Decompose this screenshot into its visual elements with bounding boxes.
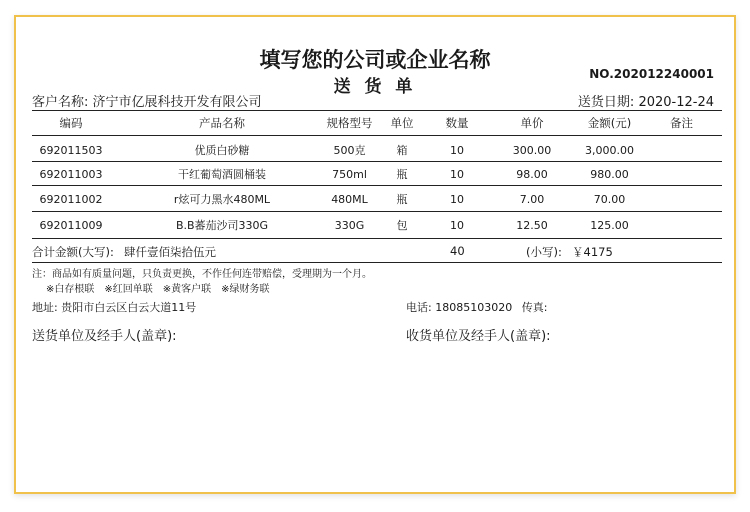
- total-label: 合计金额(大写):: [32, 245, 114, 259]
- header-code: 编码: [59, 116, 83, 130]
- header-price: 单价: [520, 116, 544, 130]
- note-text: 注：商品如有质量问题，只负责更换，不作任何连带赔偿，受理期为一个月。: [32, 269, 372, 280]
- fax-label: 传真:: [521, 301, 548, 314]
- document-subtitle: 送 货 单: [333, 77, 417, 97]
- header-unit: 单位: [390, 116, 414, 130]
- customer-label: 客户名称:: [32, 95, 89, 110]
- cell-unit: 瓶: [396, 168, 408, 181]
- cell-remark: [649, 164, 714, 186]
- table-row: [32, 215, 722, 237]
- divider: [32, 161, 722, 162]
- divider: [32, 262, 722, 263]
- cell-remark: [649, 215, 714, 237]
- cell-product: 干红葡萄酒圆桶装: [178, 168, 266, 181]
- header-amount: 金额(元): [587, 116, 632, 130]
- cell-code: 692011503: [39, 144, 103, 157]
- address-label: 地址:: [32, 301, 58, 314]
- cell-amount: 125.00: [590, 219, 629, 232]
- table-row: [32, 140, 722, 162]
- customer-name: 济宁市亿展科技开发有限公司: [92, 95, 262, 110]
- delivery-date-line: [578, 91, 714, 110]
- header-quantity: 数量: [445, 116, 469, 130]
- cell-code: 692011002: [39, 193, 103, 206]
- cell-price: 300.00: [512, 144, 552, 157]
- header-remark: 备注: [670, 116, 693, 130]
- cell-spec: 500克: [333, 144, 366, 157]
- cell-spec: 330G: [334, 219, 365, 232]
- divider: [32, 185, 722, 186]
- date-value: 2020-12-24: [638, 95, 714, 110]
- table-row: [32, 189, 722, 211]
- phone-label: 电话:: [406, 301, 432, 314]
- cell-product: 优质白砂糖: [194, 144, 250, 157]
- address-value: 贵阳市白云区白云大道11号: [61, 301, 197, 314]
- customer-line: [32, 91, 262, 110]
- sender-signature-label: 送货单位及经手人(盖章):: [32, 329, 177, 344]
- company-title: 填写您的公司或企业名称: [259, 48, 491, 72]
- cell-code: 692011003: [39, 168, 103, 181]
- cell-spec: 480ML: [331, 193, 368, 206]
- date-label: 送货日期:: [577, 95, 635, 110]
- cell-price: 7.00: [519, 193, 545, 206]
- total-row: [32, 244, 722, 262]
- cell-code: 692011009: [39, 219, 103, 232]
- cell-quantity: 10: [450, 144, 464, 157]
- cell-spec: 750ml: [332, 168, 367, 181]
- total-amount: ￥4175: [572, 245, 613, 259]
- cell-unit: 瓶: [396, 193, 408, 206]
- total-quantity: 40: [450, 244, 465, 258]
- phone-value: 18085103020: [435, 301, 513, 314]
- cell-product: r炫可力黑水480ML: [173, 193, 271, 206]
- cell-product: B.B蕃茄沙司330G: [175, 219, 269, 232]
- table-row: [32, 164, 722, 186]
- copy-legend: ※白存根联 ※红回单联 ※黄客户联 ※绿财务联: [46, 284, 270, 295]
- cell-quantity: 10: [450, 219, 464, 232]
- address-line: [32, 299, 196, 315]
- cell-remark: [649, 140, 714, 162]
- divider: [32, 211, 722, 212]
- header-spec: 规格型号: [326, 116, 373, 130]
- cell-price: 12.50: [516, 219, 548, 232]
- divider: [32, 238, 722, 239]
- cell-quantity: 10: [450, 193, 464, 206]
- divider: [32, 135, 722, 136]
- cell-unit: 包: [396, 219, 408, 232]
- cell-price: 98.00: [516, 168, 548, 181]
- cell-unit: 箱: [396, 144, 408, 157]
- divider: [32, 110, 722, 111]
- table-header: [32, 112, 722, 134]
- cell-quantity: 10: [450, 168, 464, 181]
- header-product: 产品名称: [199, 116, 245, 130]
- cell-amount: 70.00: [593, 193, 626, 206]
- cell-remark: [649, 189, 714, 211]
- document-number: NO.202012240001: [589, 67, 714, 81]
- total-small-label: (小写):: [526, 245, 562, 259]
- receiver-signature-label: 收货单位及经手人(盖章):: [406, 329, 551, 344]
- total-amount-words: 肆仟壹佰柒拾伍元: [124, 245, 216, 259]
- phone-line: [406, 299, 547, 315]
- cell-amount: 980.00: [590, 168, 629, 181]
- cell-amount: 3,000.00: [585, 144, 634, 157]
